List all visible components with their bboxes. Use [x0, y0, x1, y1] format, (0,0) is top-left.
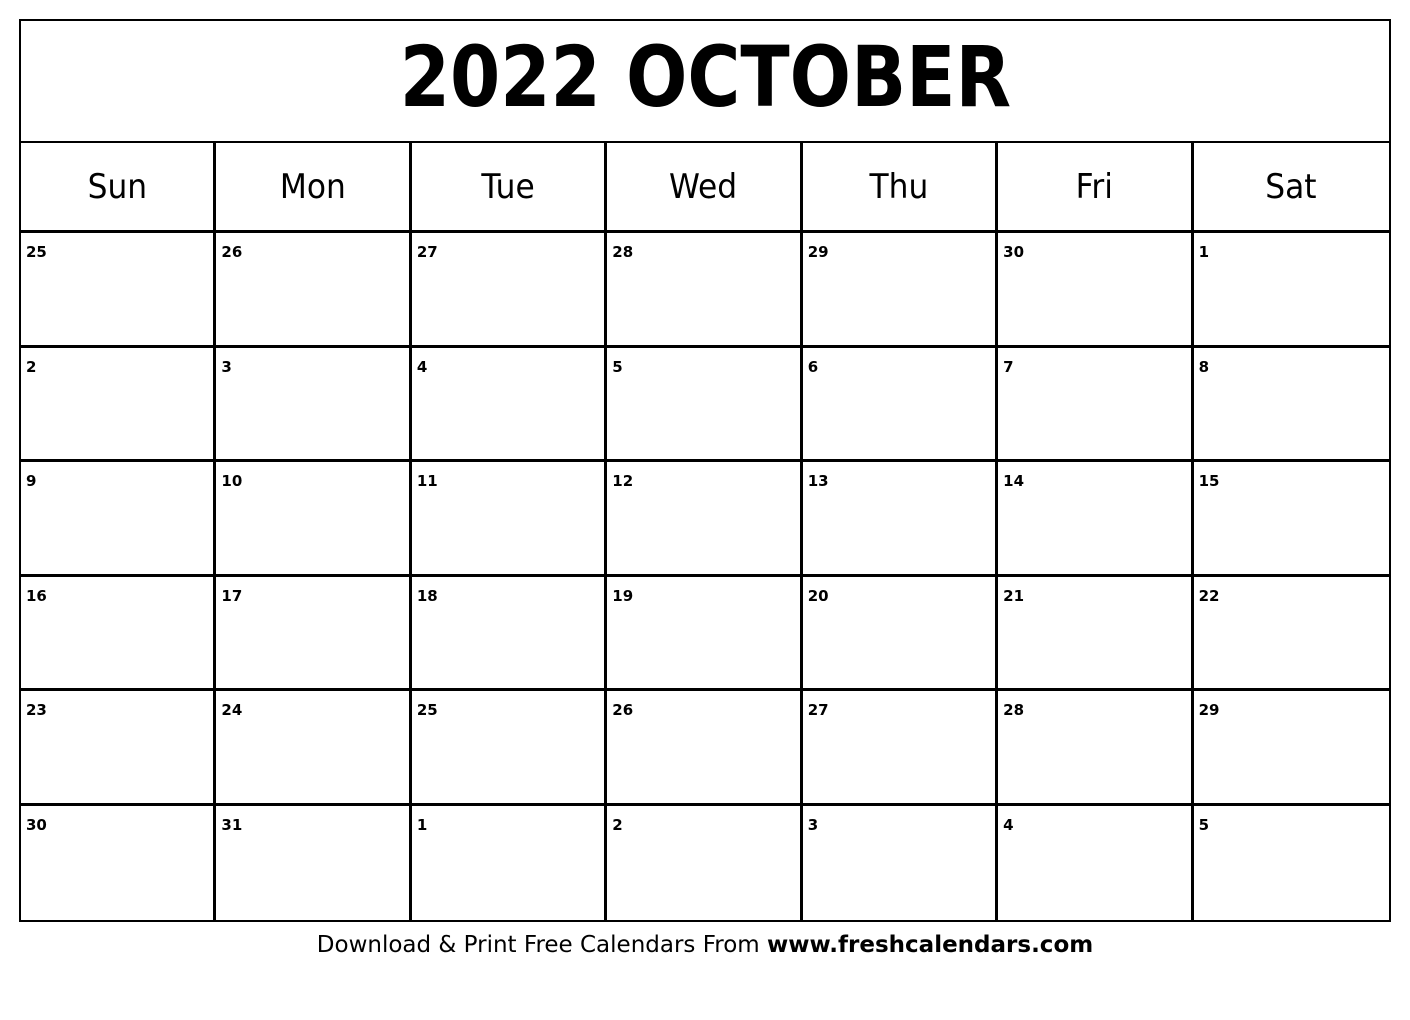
day-cell: [21, 462, 216, 577]
day-number: 28: [612, 243, 634, 261]
day-cell: [21, 233, 216, 348]
day-cell: [998, 233, 1193, 348]
weekday-header-tue: [412, 143, 607, 233]
day-cell: [21, 691, 216, 806]
day-cell: [998, 577, 1193, 692]
day-number: 29: [1198, 701, 1220, 719]
day-cell: [1194, 233, 1389, 348]
day-cell: [607, 462, 802, 577]
day-cell: [607, 577, 802, 692]
day-number: 30: [26, 815, 47, 834]
day-cell: [1194, 462, 1389, 577]
day-cell: [21, 577, 216, 692]
day-cell: [803, 577, 998, 692]
day-cell: [21, 348, 216, 463]
day-cell: [412, 577, 607, 692]
day-cell: [803, 806, 998, 921]
day-cell: [1194, 691, 1389, 806]
day-number: 17: [221, 586, 243, 605]
weekday-header-mon: [216, 143, 411, 233]
weekday-label: Mon: [279, 166, 346, 207]
day-number: 8: [1198, 357, 1209, 376]
day-cell: [216, 462, 411, 577]
day-cell: [803, 348, 998, 463]
weekday-label: Thu: [869, 166, 929, 207]
day-number: 27: [416, 243, 438, 261]
day-number: 26: [221, 243, 243, 261]
day-cell: [998, 806, 1193, 921]
day-cell: [998, 462, 1193, 577]
day-number: 22: [1198, 586, 1220, 605]
weekday-header-sun: [21, 143, 216, 233]
day-number: 31: [221, 815, 243, 834]
weekday-header-fri: [998, 143, 1193, 233]
day-cell: [412, 462, 607, 577]
day-cell: [1194, 577, 1389, 692]
day-number: 25: [416, 701, 438, 719]
footer: [0, 932, 1410, 958]
day-cell: [803, 691, 998, 806]
day-cell: [998, 691, 1193, 806]
day-number: 12: [612, 472, 634, 490]
day-cell: [412, 806, 607, 921]
day-number: 7: [1003, 357, 1014, 376]
day-cell: [412, 348, 607, 463]
day-number: 5: [1198, 815, 1209, 834]
day-number: 25: [26, 243, 47, 261]
day-cell: [216, 577, 411, 692]
day-cell: [607, 233, 802, 348]
weekday-header-sat: [1194, 143, 1389, 233]
day-number: 24: [221, 701, 243, 719]
day-cell: [216, 691, 411, 806]
day-number: 20: [807, 586, 829, 605]
day-number: 1: [1198, 243, 1209, 261]
day-cell: [216, 806, 411, 921]
day-number: 4: [416, 357, 428, 376]
weekday-label: Tue: [481, 166, 535, 207]
day-number: 14: [1003, 472, 1025, 490]
day-number: 30: [1003, 243, 1025, 261]
day-cell: [412, 691, 607, 806]
day-cell: [607, 691, 802, 806]
day-number: 5: [612, 357, 623, 376]
weekday-label: Sat: [1265, 166, 1317, 207]
day-number: 26: [612, 701, 634, 719]
footer-text: Download & Print Free Calendars From: [316, 932, 768, 958]
day-cell: [216, 233, 411, 348]
day-number: 9: [26, 472, 37, 490]
day-cell: [1194, 348, 1389, 463]
day-number: 10: [221, 472, 243, 490]
weekday-header-wed: [607, 143, 802, 233]
calendar: [19, 19, 1391, 922]
day-cell: [803, 233, 998, 348]
day-cell: [607, 348, 802, 463]
calendar-grid: [21, 143, 1389, 920]
day-number: 23: [26, 701, 47, 719]
day-number: 19: [612, 586, 634, 605]
day-number: 3: [221, 357, 232, 376]
day-number: 28: [1003, 701, 1025, 719]
day-number: 11: [416, 472, 438, 490]
weekday-label: Fri: [1075, 166, 1113, 207]
weekday-label: Sun: [87, 166, 147, 207]
calendar-title: 2022 OCTOBER: [399, 28, 1011, 126]
day-number: 29: [807, 243, 829, 261]
day-cell: [216, 348, 411, 463]
day-number: 2: [26, 357, 37, 376]
day-number: 4: [1003, 815, 1014, 834]
day-number: 18: [416, 586, 438, 605]
day-cell: [607, 806, 802, 921]
day-number: 15: [1198, 472, 1220, 490]
calendar-title-bar: [21, 21, 1389, 143]
day-cell: [412, 233, 607, 348]
day-cell: [21, 806, 216, 921]
weekday-label: Wed: [669, 166, 738, 207]
day-number: 16: [26, 586, 47, 605]
day-number: 13: [807, 472, 829, 490]
day-number: 6: [807, 357, 819, 376]
weekday-header-thu: [803, 143, 998, 233]
day-number: 3: [807, 815, 819, 834]
day-number: 27: [807, 701, 829, 719]
footer-site-link[interactable]: www.freshcalendars.com: [767, 932, 1094, 958]
day-cell: [1194, 806, 1389, 921]
day-number: 1: [416, 815, 428, 834]
day-number: 2: [612, 815, 623, 834]
day-cell: [803, 462, 998, 577]
day-cell: [998, 348, 1193, 463]
day-number: 21: [1003, 586, 1025, 605]
